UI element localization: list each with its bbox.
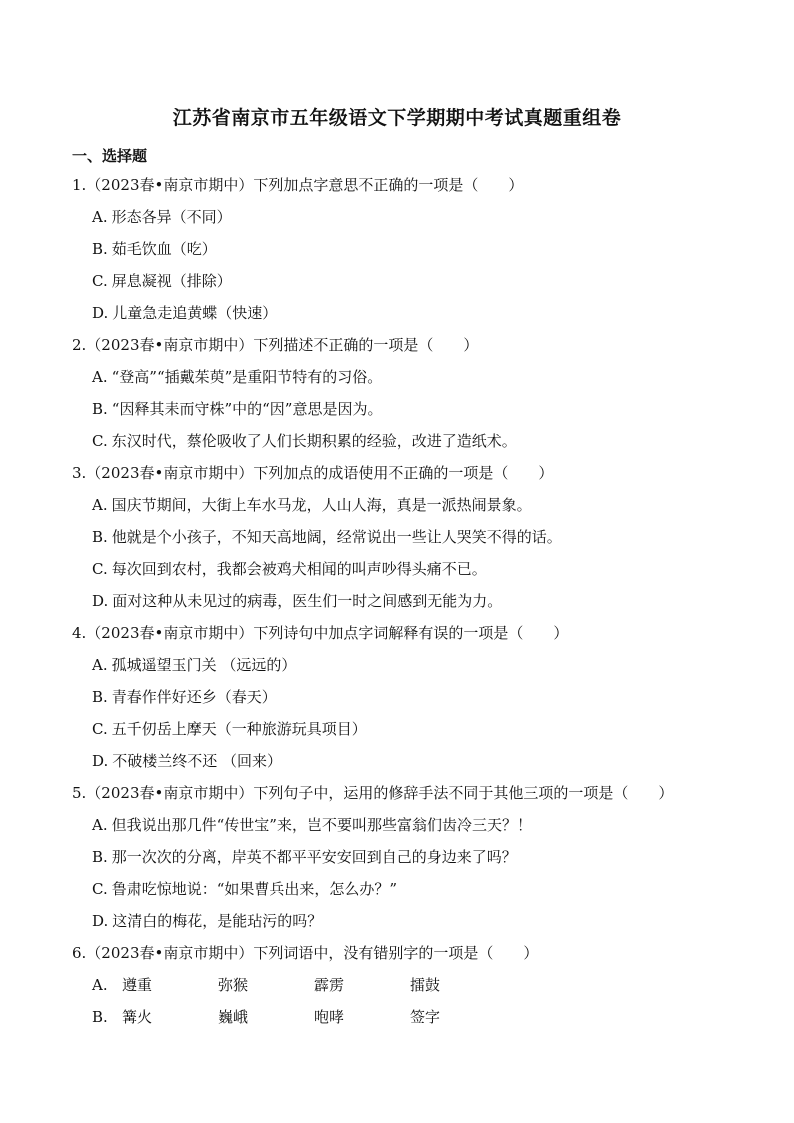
option-a: A. “登高”“插戴茱萸”是重阳节特有的习俗。 — [92, 368, 383, 386]
option-b: B. “因释其耒而守株”中的“因”意思是因为。 — [92, 400, 383, 418]
option-a: A. 形态各异（不同） — [92, 208, 232, 226]
option-b: B. 那一次次的分离，岸英不都平平安安回到自己的身边来了吗？ — [92, 848, 517, 866]
word: 霹雳 — [314, 976, 345, 994]
question-stem: 5.（2023春•南京市期中）下列句子中，运用的修辞手法不同于其他三项的一项是（ ） — [72, 784, 674, 802]
question-2 — [72, 332, 742, 460]
question-5 — [72, 780, 742, 940]
word: 签字 — [410, 1008, 441, 1026]
question-4 — [72, 620, 742, 780]
option-c: C. 每次回到农村，我都会被鸡犬相闻的叫声吵得头痛不已。 — [92, 560, 487, 578]
page-title: 江苏省南京市五年级语文下学期期中考试真题重组卷 — [172, 107, 622, 129]
option-d: D. 面对这种从未见过的病毒，医生们一时之间感到无能为力。 — [92, 592, 503, 610]
word: 擂鼓 — [410, 976, 441, 994]
option-c: C. 东汉时代，蔡伦吸收了人们长期积累的经验，改进了造纸术。 — [92, 432, 517, 450]
option-d: D. 不破楼兰终不还 （回来） — [92, 752, 283, 770]
word: 弥猴 — [218, 976, 249, 994]
option-c: C. 五千仞岳上摩天（一种旅游玩具项目） — [92, 720, 367, 738]
option-d: D. 儿童急走追黄蝶（快速） — [92, 304, 278, 322]
option-b: B. 青春作伴好还乡（春天） — [92, 688, 277, 706]
option-d: D. 这清白的梅花，是能玷污的吗？ — [92, 912, 323, 930]
section-heading: 一、选择题 — [72, 147, 148, 165]
question-stem: 2.（2023春•南京市期中）下列描述不正确的一项是（ ） — [72, 336, 479, 354]
option-a: A. 国庆节期间，大街上车水马龙，人山人海，真是一派热闹景象。 — [92, 496, 532, 514]
word: 咆哮 — [314, 1008, 345, 1026]
word: 遵重 — [122, 976, 153, 994]
option-a: A. 但我说出那几件“传世宝”来，岂不要叫那些富翁们齿冷三天？！ — [92, 816, 532, 834]
question-stem: 1.（2023春•南京市期中）下列加点字意思不正确的一项是（ ） — [72, 176, 524, 194]
option-c: C. 屏息凝视（排除） — [92, 272, 232, 290]
option-a: A. 孤城遥望玉门关 （远远的） — [92, 656, 297, 674]
option-c: C. 鲁肃吃惊地说：“如果曹兵出来，怎么办？” — [92, 880, 398, 898]
option-b: B. 篝火 巍峨 咆哮 签字 — [72, 1004, 742, 1036]
word: 巍峨 — [218, 1008, 249, 1026]
question-stem: 4.（2023春•南京市期中）下列诗句中加点字词解释有误的一项是（ ） — [72, 624, 569, 642]
question-stem: 3.（2023春•南京市期中）下列加点的成语使用不正确的一项是（ ） — [72, 464, 554, 482]
option-a: A. 遵重 弥猴 霹雳 擂鼓 — [72, 972, 742, 1004]
word: 篝火 — [122, 1008, 153, 1026]
question-list — [72, 172, 742, 1036]
question-1 — [72, 172, 742, 332]
question-6 — [72, 940, 742, 1036]
question-stem: 6.（2023春•南京市期中）下列词语中，没有错别字的一项是（ ） — [72, 944, 539, 962]
question-3 — [72, 460, 742, 620]
option-b: B. 他就是个小孩子，不知天高地阔，经常说出一些让人哭笑不得的话。 — [92, 528, 562, 546]
option-b: B. 茹毛饮血（吃） — [92, 240, 217, 258]
